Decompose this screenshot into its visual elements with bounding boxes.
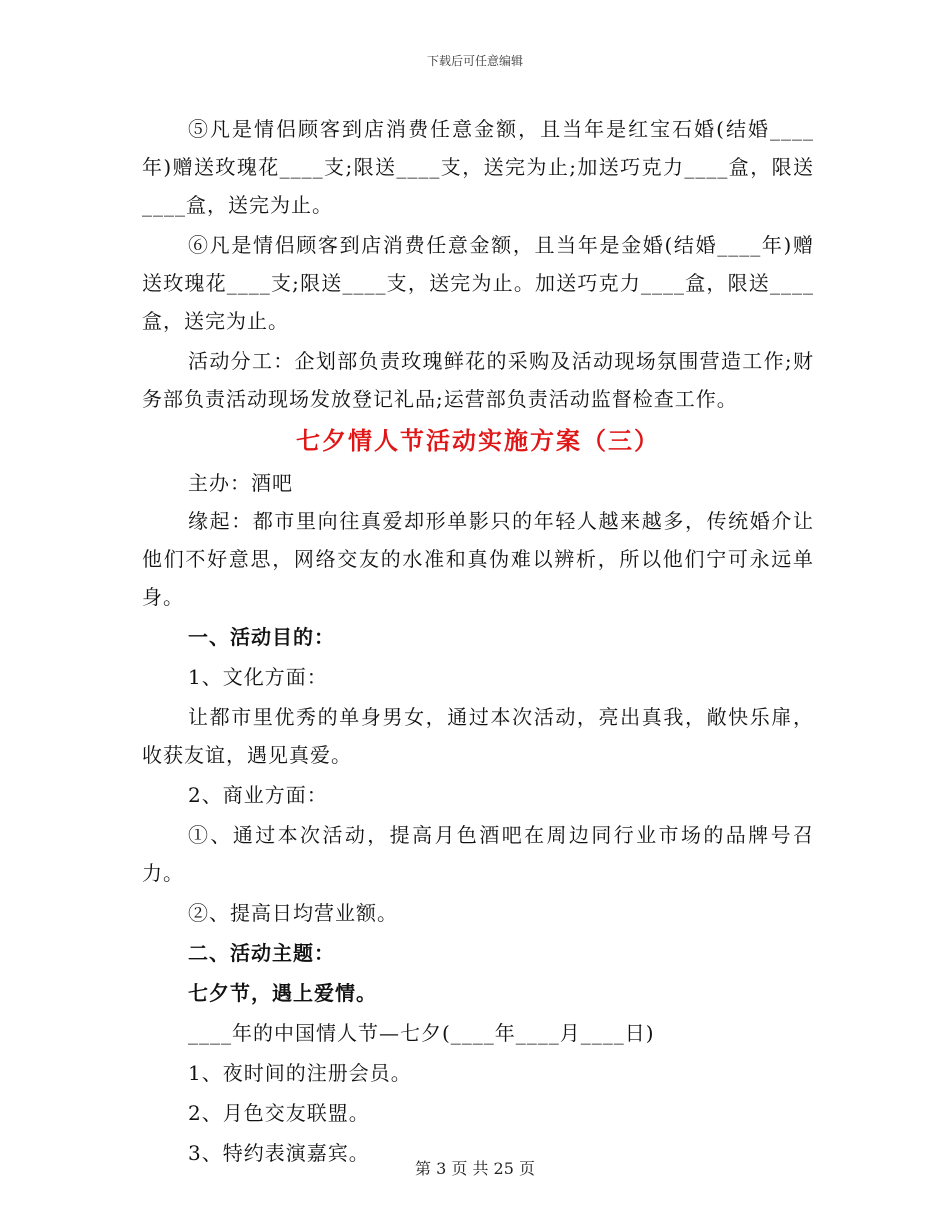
heading-activity-theme: 二、活动主题： [188, 941, 335, 965]
list-item-guests: 3、特约表演嘉宾。 [188, 1141, 370, 1165]
paragraph-business-revenue: ②、提高日均营业额。 [188, 901, 398, 925]
section-title: 七夕情人节活动实施方案（三） [296, 426, 660, 455]
paragraph-activity-division: 活动分工：企划部负责玫瑰鲜花的采购及活动现场氛围营造工作;财务部负责活动现场发放登记礼品;运营部负责活动监督检查工作。 [142, 349, 814, 411]
paragraph-origin: 缘起：都市里向往真爱却形单影只的年轻人越来越多，传统婚介让他们不好意思，网络交友的水准和真伪难以辨析，所以他们宁可永远单身。 [142, 509, 814, 609]
paragraph-culture: 让都市里优秀的单身男女，通过本次活动，亮出真我，敞快乐扉，收获友谊，遇见真爱。 [142, 705, 814, 767]
subheading-culture: 1、文化方面： [188, 665, 328, 689]
list-item-members: 1、夜时间的注册会员。 [188, 1061, 412, 1085]
paragraph-business-brand: ①、通过本次活动，提高月色酒吧在周边同行业市场的品牌号召力。 [142, 823, 814, 885]
paragraph-theme-date: ____年的中国情人节—七夕(____年____月____日) [188, 1021, 655, 1045]
document-body [142, 110, 814, 1172]
paragraph-theme-slogan: 七夕节，遇上爱情。 [188, 981, 377, 1005]
paragraph-ruby-wedding-offer: ⑤凡是情侣顾客到店消费任意金额，且当年是红宝石婚(结婚____年)赠送玫瑰花____支;限送____支，送完为止;加送巧克力____盒，限送____盒，送完为止。 [142, 117, 814, 217]
paragraph-golden-wedding-offer: ⑥凡是情侣顾客到店消费任意金额，且当年是金婚(结婚____年)赠送玫瑰花____支;限送____支，送完为止。加送巧克力____盒，限送____盒，送完为止。 [142, 233, 814, 333]
heading-activity-purpose: 一、活动目的： [188, 625, 335, 649]
paragraph-host: 主办：酒吧 [188, 471, 293, 495]
page-footer: 第 3 页 共 25 页 [415, 1159, 535, 1178]
list-item-alliance: 2、月色交友联盟。 [188, 1101, 370, 1125]
subheading-business: 2、商业方面： [188, 783, 328, 807]
page-header: 下载后可任意编辑 [426, 54, 523, 68]
